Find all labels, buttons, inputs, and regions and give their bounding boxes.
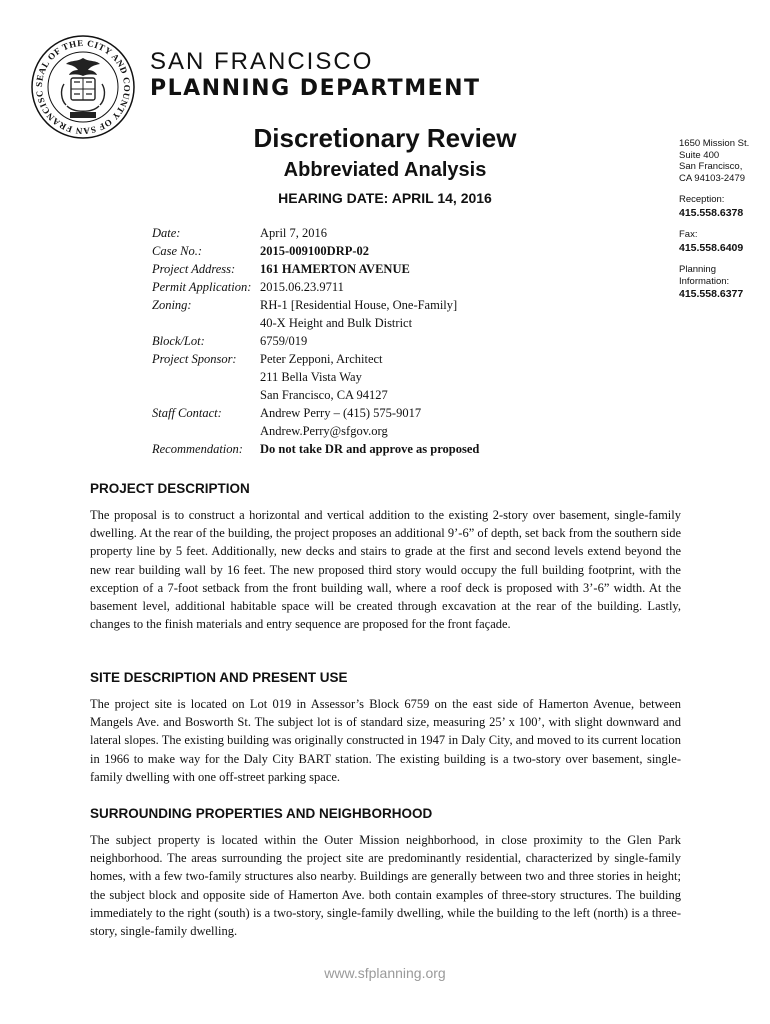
info-row-case (152, 242, 560, 260)
info-value: Peter Zepponi, Architect (260, 352, 383, 366)
svg-text:SEAL OF THE CITY AND COUNTY OF: SEAL OF THE CITY AND COUNTY OF SAN FRANCISC (33, 37, 133, 137)
department-name: PLANNING DEPARTMENT (150, 76, 481, 101)
info-label: Block/Lot: (152, 334, 205, 348)
section-heading: SURROUNDING PROPERTIES AND NEIGHBORHOOD (90, 806, 433, 821)
info-row-zoning (152, 296, 560, 314)
planning-label: Information: (679, 275, 730, 287)
info-row-blocklot (152, 332, 560, 350)
contact-sidebar (679, 138, 767, 311)
staff-email: Andrew.Perry@sfgov.org (260, 424, 388, 438)
info-label: Project Address: (152, 262, 236, 276)
info-label: Case No.: (152, 244, 202, 258)
address-line: San Francisco, (679, 161, 743, 172)
section-body: The proposal is to construct a horizontal and vertical addition to the existing 2-story over basement, single-family dwelling. At the rear of the building, the project proposes an additional 9’-6” of depth, set back from the southern side property line by 5 feet. Additionally, new decks and stairs to grade at the first and second levels extend beyond the new rear building wall by 16 feet. The new proposed third story would occupy the full building footprint, with the exception of a 7-foot setback from the front building wall, where a roof deck is proposed with 3’-6” width. At the basement level, additional habitable space will be created through excavation at the rear of the building. Lastly, changes to the finish materials and entry sequence are proposed for the front façade. (90, 508, 681, 632)
planning-number: 415.558.6377 (679, 288, 744, 300)
info-value: 6759/019 (260, 334, 308, 348)
footer-website-link[interactable]: www.sfplanning.org (324, 965, 446, 981)
info-value: 211 Bella Vista Way (260, 370, 362, 384)
info-value: San Francisco, CA 94127 (260, 388, 388, 402)
section-site-description (90, 669, 681, 786)
info-label: Recommendation: (152, 442, 243, 456)
case-info-table (152, 224, 560, 458)
fax-contact (679, 229, 767, 254)
fax-number: 415.558.6409 (679, 241, 744, 254)
info-value: 2015-009100DRP-02 (260, 244, 370, 258)
reception-label: Reception: (679, 194, 725, 205)
info-value: April 7, 2016 (260, 226, 328, 240)
document-title: Discretionary Review (253, 123, 517, 153)
info-row-recommendation (152, 440, 560, 458)
info-label: Staff Contact: (152, 406, 222, 420)
info-label-empty (152, 386, 260, 404)
info-value: 40-X Height and Bulk District (260, 316, 413, 330)
city-seal-logo (30, 34, 136, 140)
info-value: 161 HAMERTON AVENUE (260, 262, 410, 276)
document-subtitle: Abbreviated Analysis (283, 159, 487, 181)
reception-contact (679, 194, 767, 219)
section-heading: SITE DESCRIPTION AND PRESENT USE (90, 670, 348, 685)
section-project-description (90, 480, 681, 633)
planning-label: Planning (679, 264, 716, 275)
planning-info-contact (679, 264, 767, 301)
info-value: 2015.06.23.9711 (260, 280, 344, 294)
office-address (679, 138, 767, 184)
info-value: Andrew Perry – (415) 575-9017 (260, 406, 422, 420)
info-row-permit (152, 278, 560, 296)
info-value: Do not take DR and approve as proposed (260, 442, 480, 456)
fax-label: Fax: (679, 229, 698, 240)
info-row-date (152, 224, 560, 242)
info-label-empty (152, 314, 260, 332)
info-row-staff (152, 404, 560, 422)
hearing-date: HEARING DATE: APRIL 14, 2016 (278, 190, 492, 206)
department-city: SAN FRANCISCO (150, 48, 374, 75)
info-row-sponsor (152, 350, 560, 368)
section-body: The subject property is located within the Outer Mission neighborhood, in close proximity to the Glen Park neighborhood. The areas surrounding the project site are predominantly residential, characterized by single-family homes, with a few two-family structures also nearby. Buildings are generally between two and three stories in height; the subject block and opposite side of Hamerton Ave. both contain examples of three-story structures. The building immediately to the right (south) is a two-story, single-family dwelling, while the building to the left (north) is a three-story, single-family dwelling. (90, 833, 681, 939)
info-row-zoning-cont (152, 314, 560, 332)
title-block (200, 122, 570, 208)
address-line: 1650 Mission St. (679, 138, 750, 149)
info-label: Zoning: (152, 298, 192, 312)
info-label: Permit Application: (152, 280, 252, 294)
section-body: The project site is located on Lot 019 in Assessor’s Block 6759 on the east side of Hamerton Avenue, between Mangels Ave. and Bosworth St. The subject lot is of standard size, measuring 25’ x 100’, with slight downward and lateral slopes. The existing building was originally constructed in 1947 in Daly City, and moved to its current location in 1966 to make way for the Daly City BART station. The existing building is a two-story over basement, single-family dwelling with one off-street parking space. (90, 697, 681, 784)
info-label: Date: (152, 226, 181, 240)
info-row-sponsor-cont (152, 368, 560, 386)
info-label-empty (152, 368, 260, 386)
reception-number: 415.558.6378 (679, 206, 744, 219)
department-header (150, 50, 481, 102)
info-label: Project Sponsor: (152, 352, 237, 366)
info-row-sponsor-cont (152, 386, 560, 404)
info-value: RH-1 [Residential House, One-Family] (260, 298, 458, 312)
section-heading: PROJECT DESCRIPTION (90, 481, 250, 496)
info-label-empty (152, 422, 260, 440)
address-line: Suite 400 (679, 149, 720, 161)
section-surrounding-properties (90, 805, 681, 940)
address-line: CA 94103-2479 (679, 172, 746, 184)
info-row-staff-cont (152, 422, 560, 440)
info-row-address (152, 260, 560, 278)
